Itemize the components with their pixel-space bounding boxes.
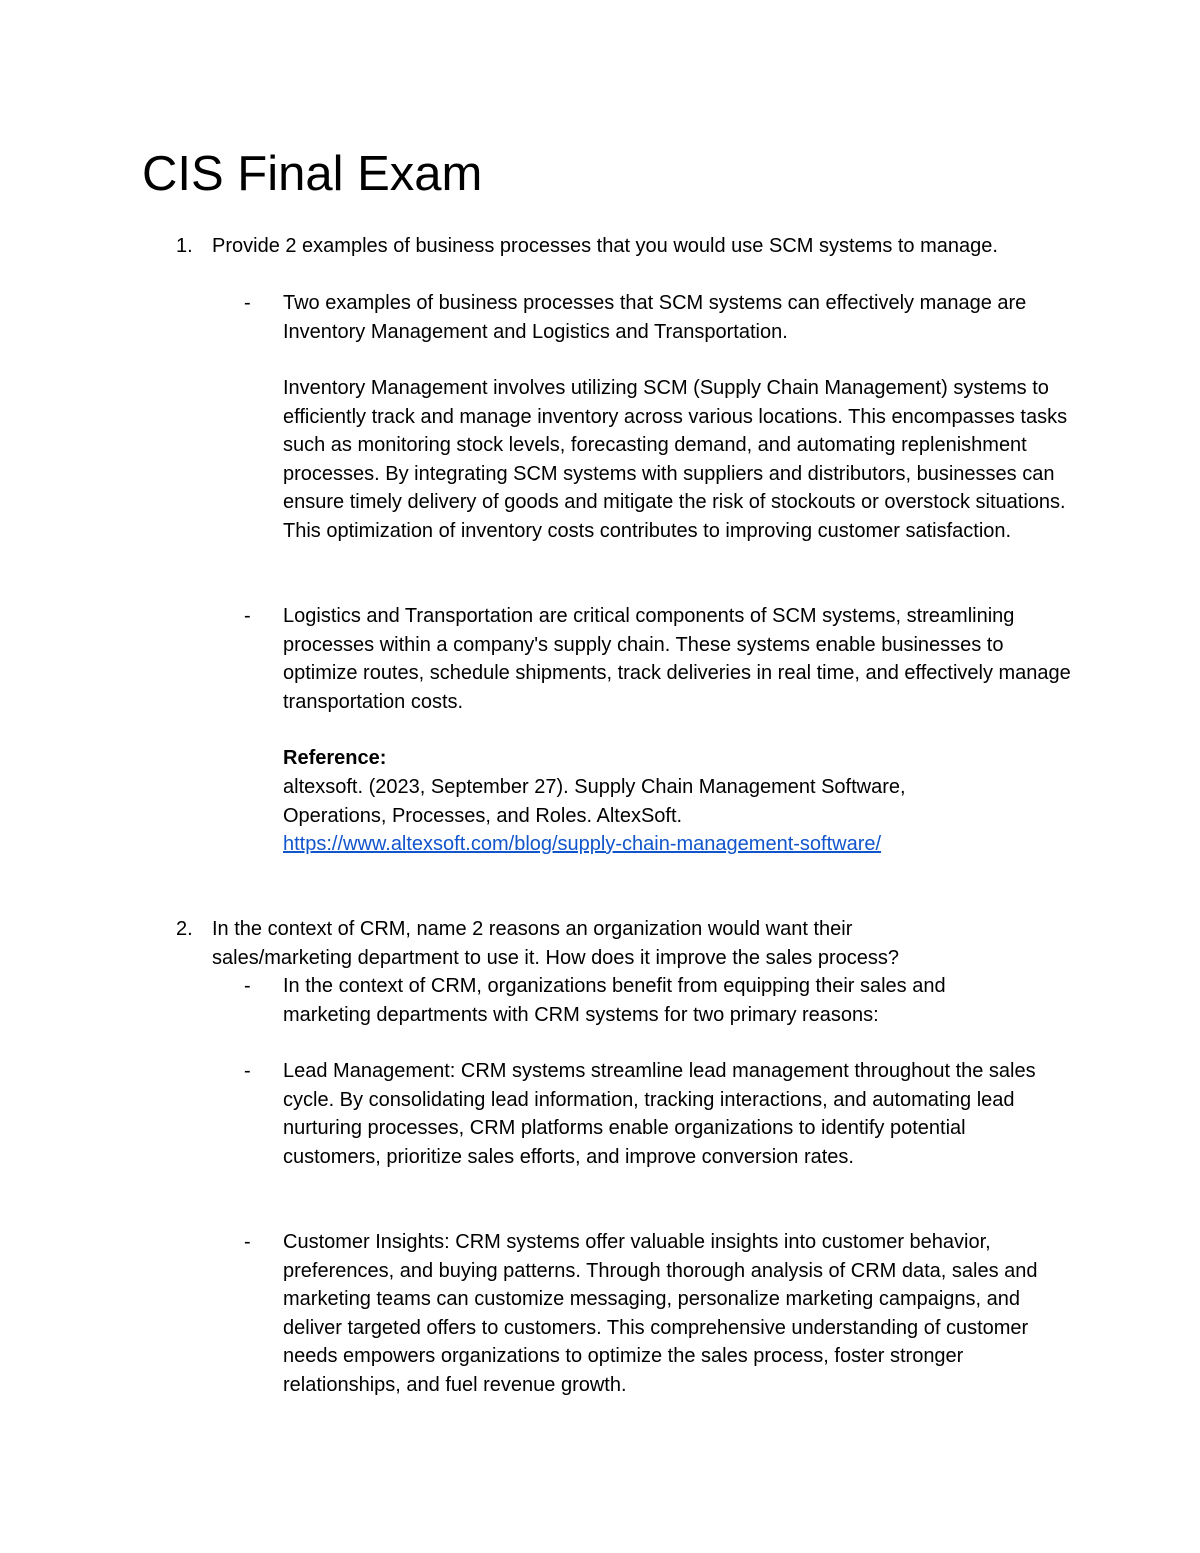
document-title: CIS Final Exam: [142, 147, 483, 201]
answer-1-1-intro: Two examples of business processes that SCM systems can effectively manage are Inventory Management and Logistics and Transportation.: [283, 292, 1027, 343]
question-2-number: 2.: [176, 918, 193, 940]
reference-link[interactable]: https://www.altexsoft.com/blog/supply-chain-management-software/: [283, 833, 882, 855]
question-2-text: In the context of CRM, name 2 reasons an organization would want their sales/marketing department to use it. How does it improve the sales process?: [212, 918, 899, 969]
answer-2-2-bullet: -: [244, 1060, 251, 1082]
answer-1-2-logistics: Logistics and Transportation are critical components of SCM systems, streamlining processes within a company's supply chain. These systems enable businesses to optimize routes, schedule shipments, track deliveries in real time, and effectively manage transportation costs.: [283, 605, 1071, 713]
reference-url-line: [283, 830, 1073, 859]
answer-2-3-customer-insights: Customer Insights: CRM systems offer valuable insights into customer behavior, preferences, and buying patterns. Through thorough analysis of CRM data, sales and marketing teams can customize messaging, personalize marketing campaigns, and deliver targeted offers to customers. This comprehensive understanding of customer needs empowers organizations to optimize the sales process, foster stronger relationships, and fuel revenue growth.: [283, 1231, 1038, 1396]
answer-1-1-bullet: -: [244, 292, 251, 314]
question-1-number: 1.: [176, 235, 193, 257]
answer-2-2-lead-management: Lead Management: CRM systems streamline lead management throughout the sales cycle. By consolidating lead information, tracking interactions, and automating lead nurturing processes, CRM platforms enable organizations to identify potential customers, prioritize sales efforts, and improve conversion rates.: [283, 1060, 1036, 1168]
answer-1-1-inventory: Inventory Management involves utilizing SCM (Supply Chain Management) systems to efficiently track and manage inventory across various locations. This encompasses tasks such as monitoring stock levels, forecasting demand, and automating replenishment processes. By integrating SCM systems with suppliers and distributors, businesses can ensure timely delivery of goods and mitigate the risk of stockouts or overstock situations. This optimization of inventory costs contributes to improving customer satisfaction.: [283, 377, 1068, 542]
answer-2-3-bullet: -: [244, 1231, 251, 1253]
answer-2-1-intro: In the context of CRM, organizations benefit from equipping their sales and marketing departments with CRM systems for two primary reasons:: [283, 975, 946, 1026]
reference-citation: altexsoft. (2023, September 27). Supply Chain Management Software, Operations, Processes, and Roles. AltexSoft.: [283, 776, 906, 827]
answer-2-1-bullet: -: [244, 975, 251, 997]
answer-1-2-bullet: -: [244, 605, 251, 627]
question-1-text: Provide 2 examples of business processes that you would use SCM systems to manage.: [212, 235, 998, 257]
reference-label: Reference:: [283, 747, 387, 769]
